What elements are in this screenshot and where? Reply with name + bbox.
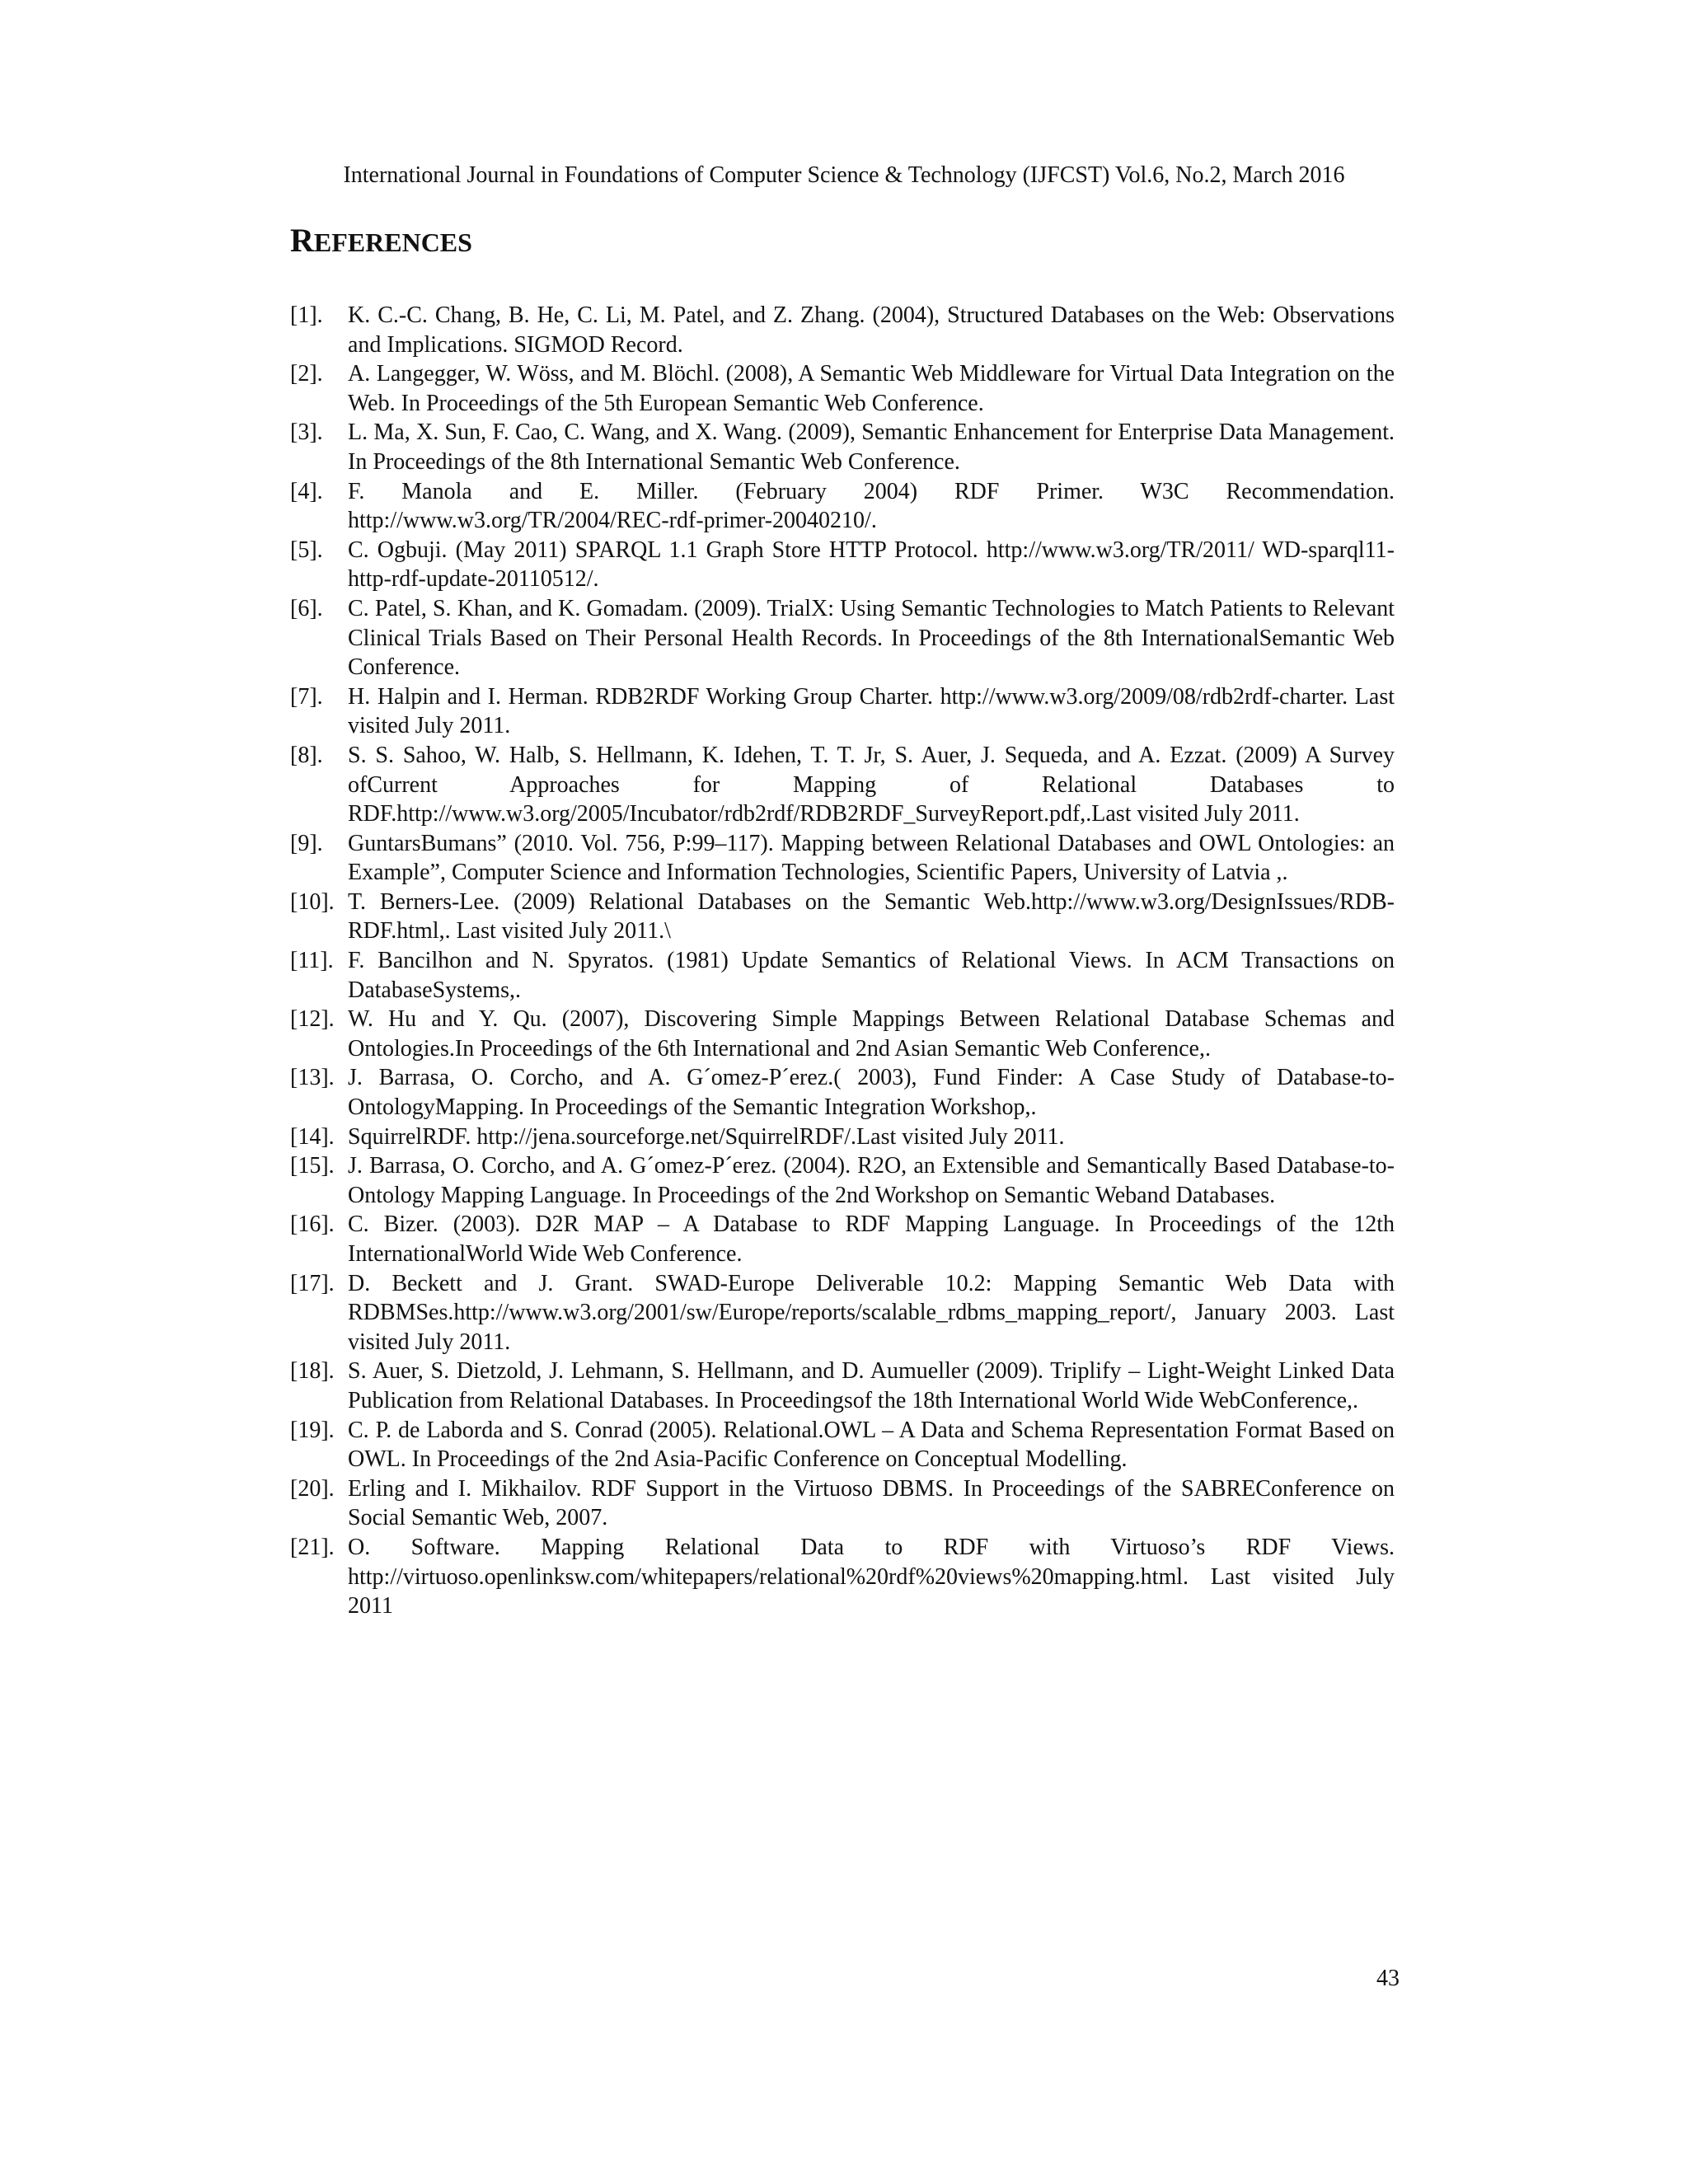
reference-text: T. Berners-Lee. (2009) Relational Databases on the Semantic Web.http://www.w3.org/DesignIssues/RDB-RDF.html,. Last visited July 2011.\ [348,888,1395,944]
reference-item [290,477,1395,536]
reference-text: C. P. de Laborda and S. Conrad (2005). Relational.OWL – A Data and Schema Representation Format Based on OWL. In Proceedings of the 2nd Asia-Pacific Conference on Conceptual Modelling. [348,1417,1395,1473]
reference-text: Erling and I. Mikhailov. RDF Support in the Virtuoso DBMS. In Proceedings of the SABREConference on Social Semantic Web, 2007. [348,1475,1395,1531]
reference-text: C. Ogbuji. (May 2011) SPARQL 1.1 Graph Store HTTP Protocol. http://www.w3.org/TR/2011/ WD-sparql11-http-rdf-update-20110512/. [348,537,1395,593]
reference-item [290,1151,1395,1210]
reference-item [290,946,1395,1005]
reference-number: [2]. [290,361,323,387]
reference-text: C. Patel, S. Khan, and K. Gomadam. (2009). TrialX: Using Semantic Technologies to Match Patients to Relevant Clinical Trials Based on Their Personal Health Records. In Proceedings of the 8th InternationalSemantic Web Conference. [348,595,1395,681]
reference-item [290,1474,1395,1533]
reference-text: C. Bizer. (2003). D2R MAP – A Database to RDF Mapping Language. In Proceedings of the 12th InternationalWorld Wide Web Conference. [348,1212,1395,1267]
reference-number: [19]. [290,1417,335,1443]
reference-text: O. Software. Mapping Relational Data to RDF with Virtuoso’s RDF Views. http://virtuoso.openlinksw.com/whitepapers/relational%20rdf%20views%20mapping.html. Last visited July 2011 [348,1534,1395,1619]
reference-number: [4]. [290,478,323,504]
reference-text: L. Ma, X. Sun, F. Cao, C. Wang, and X. Wang. (2009), Semantic Enhancement for Enterprise Data Management. In Proceedings of the 8th International Semantic Web Conference. [348,419,1395,475]
reference-text: D. Beckett and J. Grant. SWAD-Europe Deliverable 10.2: Mapping Semantic Web Data with RDBMSes.http://www.w3.org/2001/sw/Europe/reports/scalable_rdbms_mapping_report/, January 2003. Last visited July 2011. [348,1270,1395,1355]
heading-rest: EFERENCES [313,227,472,257]
reference-text: K. C.-C. Chang, B. He, C. Li, M. Patel, and Z. Zhang. (2004), Structured Databases on the Web: Observations and Implications. SIGMOD Record. [348,302,1395,358]
reference-item [290,536,1395,594]
reference-text: GuntarsBumans” (2010. Vol. 756, P:99–117). Mapping between Relational Databases and OWL Ontologies: an Example”, Computer Science and Information Technologies, Scientific Papers, University of Latvia ,. [348,830,1395,886]
reference-number: [9]. [290,830,323,856]
reference-item [290,418,1395,476]
reference-text: W. Hu and Y. Qu. (2007), Discovering Simple Mappings Between Relational Database Schemas and Ontologies.In Proceedings of the 6th International and 2nd Asian Semantic Web Conference,. [348,1006,1395,1062]
reference-text: J. Barrasa, O. Corcho, and A. G´omez-P´erez.( 2003), Fund Finder: A Case Study of Database-to-OntologyMapping. In Proceedings of the Semantic Integration Workshop,. [348,1065,1395,1121]
reference-number: [6]. [290,595,323,621]
reference-text: S. Auer, S. Dietzold, J. Lehmann, S. Hellmann, and D. Aumueller (2009). Triplify – Light-Weight Linked Data Publication from Relational Databases. In Proceedingsof the 18th International World Wide WebConference,. [348,1358,1395,1413]
reference-text: F. Manola and E. Miller. (February 2004) RDF Primer. W3C Recommendation. http://www.w3.org/TR/2004/REC-rdf-primer-20040210/. [348,478,1395,534]
reference-item [290,888,1395,946]
reference-number: [7]. [290,683,323,710]
references-heading [290,221,472,265]
reference-item [290,1357,1395,1415]
reference-text: H. Halpin and I. Herman. RDB2RDF Working Group Charter. http://www.w3.org/2009/08/rdb2rdf-charter. Last visited July 2011. [348,683,1395,739]
running-header: International Journal in Foundations of Computer Science & Technology (IJFCST) Vol.6, No.2, March 2016 [343,162,1345,188]
heading-initial: R [290,222,314,259]
reference-text: A. Langegger, W. Wöss, and M. Blöchl. (2008), A Semantic Web Middleware for Virtual Data Integration on the Web. In Proceedings of the 5th European Semantic Web Conference. [348,361,1395,416]
reference-text: S. S. Sahoo, W. Halb, S. Hellmann, K. Idehen, T. T. Jr, S. Auer, J. Sequeda, and A. Ezzat. (2009) A Survey ofCurrent Approaches for Mapping of Relational Databases to RDF.http://www.w3.org/2005/Incubator/rdb2rdf/RDB2RDF_SurveyReport.pdf,.Last visited July 2011. [348,742,1395,827]
reference-item [290,1063,1395,1122]
reference-number: [11]. [290,948,334,974]
reference-number: [12]. [290,1006,335,1033]
reference-number: [1]. [290,302,323,328]
reference-item [290,1122,1395,1152]
reference-number: [20]. [290,1475,335,1502]
reference-item [290,1005,1395,1063]
reference-item [290,359,1395,418]
reference-number: [8]. [290,742,323,768]
reference-number: [17]. [290,1270,335,1296]
reference-list [290,301,1395,1621]
reference-number: [14]. [290,1123,335,1150]
reference-number: [5]. [290,537,323,563]
reference-item [290,1416,1395,1474]
reference-text: J. Barrasa, O. Corcho, and A. G´omez-P´erez. (2004). R2O, an Extensible and Semantically Based Database-to-Ontology Mapping Language. In Proceedings of the 2nd Workshop on Semantic Weband Databases. [348,1153,1395,1208]
reference-text: F. Bancilhon and N. Spyratos. (1981) Update Semantics of Relational Views. In ACM Transactions on DatabaseSystems,. [348,948,1395,1003]
reference-item [290,594,1395,682]
reference-item [290,1269,1395,1357]
reference-item [290,682,1395,741]
reference-item [290,741,1395,829]
reference-number: [21]. [290,1534,335,1560]
reference-number: [18]. [290,1358,335,1385]
reference-item [290,1533,1395,1621]
reference-number: [13]. [290,1065,335,1091]
reference-number: [15]. [290,1153,335,1179]
reference-number: [10]. [290,888,335,915]
reference-item [290,1210,1395,1268]
page-number: 43 [1376,1966,1400,1991]
reference-number: [16]. [290,1212,335,1238]
reference-item [290,301,1395,359]
reference-item [290,829,1395,888]
reference-text: SquirrelRDF. http://jena.sourceforge.net/SquirrelRDF/.Last visited July 2011. [348,1123,1065,1150]
reference-number: [3]. [290,419,323,446]
